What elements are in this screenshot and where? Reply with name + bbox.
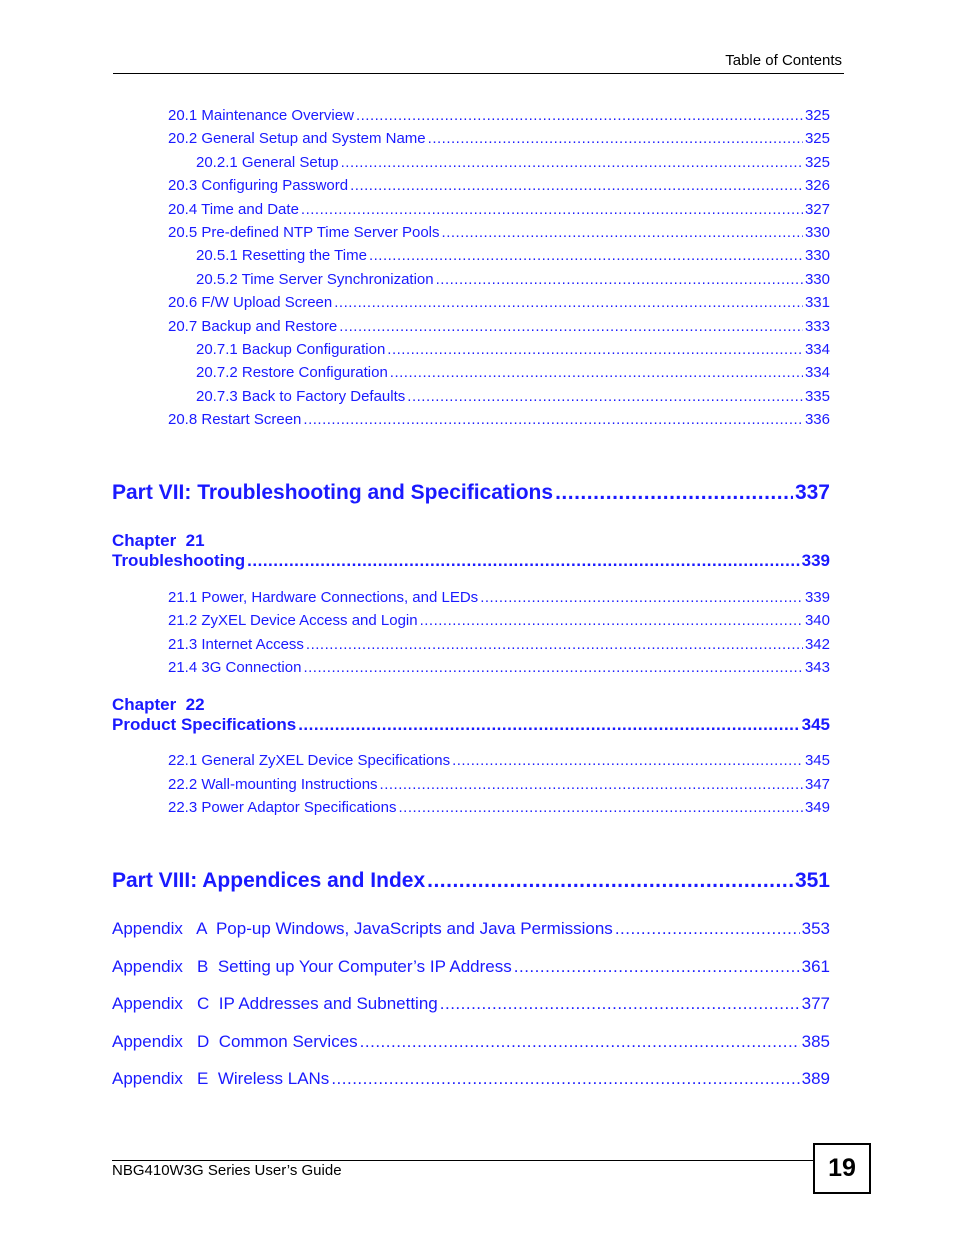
- toc-entry-page: 325: [804, 130, 830, 147]
- toc-entry-label: 20.1 Maintenance Overview: [168, 107, 354, 124]
- toc-entry-page: 330: [804, 271, 830, 288]
- appendix-page: 385: [801, 1032, 830, 1051]
- toc-entry[interactable]: [196, 388, 830, 405]
- toc-entry[interactable]: [168, 411, 830, 428]
- toc-entry-label: 20.6 F/W Upload Screen: [168, 294, 333, 311]
- toc-part-viii[interactable]: [112, 869, 830, 893]
- toc-entry[interactable]: [196, 247, 830, 264]
- toc-appendix-c[interactable]: [112, 994, 830, 1014]
- appendix-page: 353: [801, 919, 830, 938]
- part-page: 337: [794, 481, 830, 504]
- toc-entry-page: 330: [804, 247, 830, 264]
- toc-entry[interactable]: [168, 107, 830, 124]
- part-label: Part VII: Troubleshooting and Specifications: [112, 481, 554, 504]
- appendix-page: 377: [801, 994, 830, 1013]
- toc-entry-label: 20.7.2 Restore Configuration: [196, 364, 388, 381]
- toc-entry-page: 347: [804, 776, 830, 793]
- chapter-title: Troubleshooting: [112, 551, 246, 570]
- toc-entry-label: 20.7.1 Backup Configuration: [196, 341, 386, 358]
- chapter-page: 345: [801, 715, 830, 734]
- part-page: 351: [794, 869, 830, 892]
- toc-entry-page: 333: [804, 318, 830, 335]
- chapter-22-number: Chapter 22: [112, 695, 205, 714]
- toc-entry-label: 21.3 Internet Access: [168, 636, 304, 653]
- footer-title: NBG410W3G Series User’s Guide: [112, 1162, 342, 1179]
- chapter-page: 339: [801, 551, 830, 570]
- toc-entry-page: 343: [804, 659, 830, 676]
- toc-entry[interactable]: [168, 589, 830, 606]
- toc-appendix-a[interactable]: [112, 919, 830, 939]
- toc-entry[interactable]: [168, 294, 830, 311]
- toc-entry-label: 20.5.2 Time Server Synchronization: [196, 271, 434, 288]
- toc-entry-label: 20.5 Pre-defined NTP Time Server Pools: [168, 224, 440, 241]
- header-rule: [113, 73, 844, 74]
- toc-entry-label: 20.3 Configuring Password: [168, 177, 349, 194]
- toc-entry-page: 334: [804, 341, 830, 358]
- toc-entry[interactable]: [168, 612, 830, 629]
- toc-chapter-22[interactable]: [112, 715, 830, 735]
- toc-entry-label: 20.5.1 Resetting the Time: [196, 247, 367, 264]
- toc-entry[interactable]: [168, 636, 830, 653]
- toc-entry-page: 349: [804, 799, 830, 816]
- toc-entry-page: 327: [804, 201, 830, 218]
- toc-entry[interactable]: [196, 154, 830, 171]
- toc-entry-page: 345: [804, 752, 830, 769]
- toc-entry-label: 20.7 Backup and Restore: [168, 318, 338, 335]
- footer-rule: [112, 1160, 814, 1161]
- toc-entry-page: 334: [804, 364, 830, 381]
- toc-entry-page: 330: [804, 224, 830, 241]
- toc-entry-page: 342: [804, 636, 830, 653]
- toc-entry-label: 21.2 ZyXEL Device Access and Login: [168, 612, 418, 629]
- chapter-21-number: Chapter 21: [112, 531, 205, 550]
- toc-entry-page: 335: [804, 388, 830, 405]
- part-label: Part VIII: Appendices and Index: [112, 869, 426, 892]
- toc-entry-label: 21.1 Power, Hardware Connections, and LEDs: [168, 589, 479, 606]
- toc-entry[interactable]: [168, 318, 830, 335]
- toc-entry-label: 22.2 Wall-mounting Instructions: [168, 776, 378, 793]
- toc-entry[interactable]: [168, 752, 830, 769]
- toc-entry-label: 20.7.3 Back to Factory Defaults: [196, 388, 406, 405]
- toc-entry-label: 20.4 Time and Date: [168, 201, 299, 218]
- toc-entry-page: 340: [804, 612, 830, 629]
- toc-entry[interactable]: [168, 659, 830, 676]
- toc-entry[interactable]: [168, 130, 830, 147]
- toc-entry-label: 20.2 General Setup and System Name: [168, 130, 426, 147]
- toc-entry-label: 20.2.1 General Setup: [196, 154, 339, 171]
- toc-entry[interactable]: [168, 799, 830, 816]
- page-number: 19: [813, 1143, 871, 1194]
- toc-chapter-21[interactable]: [112, 551, 830, 571]
- toc-entry-page: 331: [804, 294, 830, 311]
- toc-entry[interactable]: [168, 776, 830, 793]
- appendix-label: Appendix B Setting up Your Computer’s IP Address: [112, 957, 512, 976]
- toc-entry-page: 326: [804, 177, 830, 194]
- toc-entry-label: 22.3 Power Adaptor Specifications: [168, 799, 397, 816]
- toc-entry-page: 325: [804, 154, 830, 171]
- appendix-label: Appendix E Wireless LANs: [112, 1069, 330, 1088]
- toc-entry[interactable]: [196, 364, 830, 381]
- toc-entry-page: 336: [804, 411, 830, 428]
- toc-entry-label: 22.1 General ZyXEL Device Specifications: [168, 752, 451, 769]
- toc-part-vii[interactable]: [112, 481, 830, 505]
- appendix-page: 361: [801, 957, 830, 976]
- chapter-title: Product Specifications: [112, 715, 297, 734]
- appendix-label: Appendix A Pop-up Windows, JavaScripts and Java Permissions: [112, 919, 613, 938]
- toc-entry-page: 325: [804, 107, 830, 124]
- toc-entry[interactable]: [196, 271, 830, 288]
- toc-entry-label: 21.4 3G Connection: [168, 659, 302, 676]
- appendix-label: Appendix C IP Addresses and Subnetting: [112, 994, 438, 1013]
- header-title: Table of Contents: [725, 52, 842, 69]
- toc-appendix-b[interactable]: [112, 957, 830, 977]
- toc-appendix-e[interactable]: [112, 1069, 830, 1089]
- toc-entry[interactable]: [168, 224, 830, 241]
- toc-entry-label: 20.8 Restart Screen: [168, 411, 302, 428]
- toc-entry-page: 339: [804, 589, 830, 606]
- toc-entry[interactable]: [196, 341, 830, 358]
- toc-entry[interactable]: [168, 201, 830, 218]
- toc-entry[interactable]: [168, 177, 830, 194]
- toc-appendix-d[interactable]: [112, 1032, 830, 1052]
- appendix-label: Appendix D Common Services: [112, 1032, 358, 1051]
- appendix-page: 389: [801, 1069, 830, 1088]
